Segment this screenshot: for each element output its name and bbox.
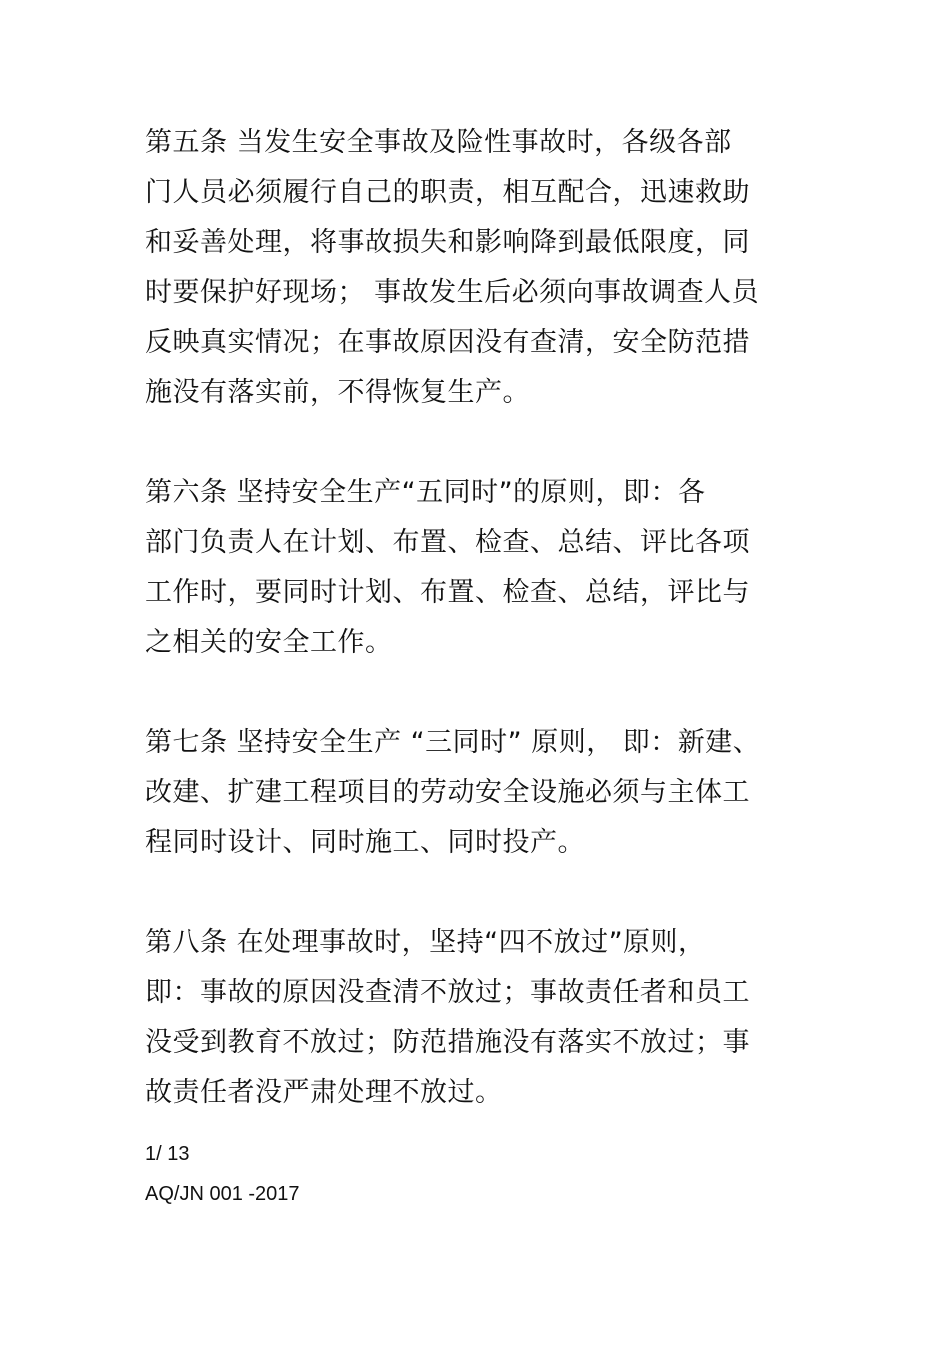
document-code: AQ/JN 001 -2017 [145, 1183, 300, 1205]
article-5-line-6: 施没有落实前，不得恢复生产。 [145, 377, 530, 408]
article-5-line-1: 第五条 当发生安全事故及险性事故时，各级各部 [145, 127, 732, 158]
article-7-line-3: 程同时设计、同时施工、同时投产。 [145, 827, 585, 858]
article-6-line-3: 工作时，要同时计划、布置、检查、总结，评比与 [145, 577, 750, 608]
article-8-line-2: 即：事故的原因没查清不放过；事故责任者和员工 [145, 977, 750, 1008]
article-5-line-2: 门人员必须履行自己的职责，相互配合，迅速救助 [145, 177, 750, 208]
article-8-line-1: 第八条 在处理事故时，坚持“四不放过”原则， [145, 927, 706, 958]
article-6-line-4: 之相关的安全工作。 [145, 627, 393, 658]
article-5-line-5: 反映真实情况；在事故原因没有查清，安全防范措 [145, 327, 750, 358]
article-6-line-2: 部门负责人在计划、布置、检查、总结、评比各项 [145, 527, 750, 558]
article-6-line-1: 第六条 坚持安全生产“五同时”的原则，即：各 [145, 477, 706, 508]
article-8-line-3: 没受到教育不放过；防范措施没有落实不放过；事 [145, 1027, 750, 1058]
article-7-line-2: 改建、扩建工程项目的劳动安全设施必须与主体工 [145, 777, 750, 808]
page-number: 1/ 13 [145, 1143, 190, 1165]
article-5-line-4: 时要保护好现场； 事故发生后必须向事故调查人员 [145, 277, 760, 308]
article-8-line-4: 故责任者没严肃处理不放过。 [145, 1077, 503, 1108]
article-5-line-3: 和妥善处理，将事故损失和影响降到最低限度，同 [145, 227, 750, 258]
article-7-line-1: 第七条 坚持安全生产 “三同时” 原则， 即：新建、 [145, 727, 761, 758]
